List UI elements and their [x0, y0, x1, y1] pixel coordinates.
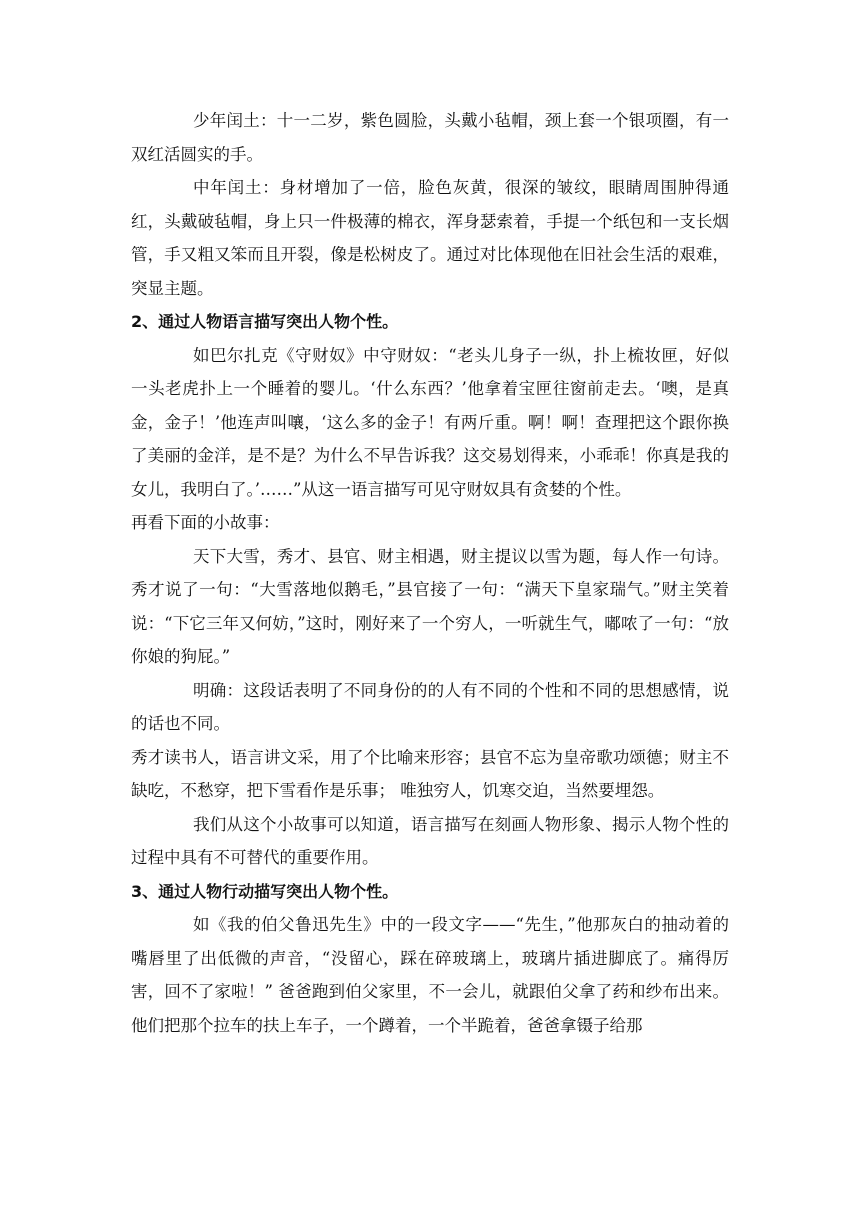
- section-heading-2: 2、通过人物语言描写突出人物个性。: [131, 312, 399, 331]
- paragraph-young-runtu: 少年闰土：十一二岁，紫色圆脸，头戴小毡帽，颈上套一个银项圈，有一双红活圆实的手。: [131, 111, 729, 164]
- paragraph-middle-aged-runtu: 中年闰土：身材增加了一倍，脸色灰黄，很深的皱纹，眼睛周围肿得通红，头戴破毡帽，身上只一件极薄的棉衣，浑身瑟索着，手提一个纸包和一支长烟管，手又粗又笨而且开裂，像是松树皮了。通过对比体现他在旧社会生活的艰难，突显主题。: [131, 178, 729, 298]
- section-heading-3: 3、通过人物行动描写突出人物个性。: [131, 881, 399, 901]
- paragraph-conclusion: 我们从这个小故事可以知道，语言描写在刻画人物形象、揭示人物个性的过程中具有不可替代的重要作用。: [131, 814, 729, 867]
- paragraph-analysis: 秀才读书人，语言讲文采，用了个比喻来形容；县官不忘为皇帝歌功颂德；财主不缺吃，不愁穿，把下雪看作是乐事； 唯独穷人，饥寒交迫，当然要埋怨。: [131, 747, 729, 800]
- paragraph-story-intro: 再看下面的小故事：: [131, 513, 280, 532]
- paragraph-luxun-example: 如《我的伯父鲁迅先生》中的一段文字——“先生，”他那灰白的抽动着的嘴唇里了出低微的声音，“没留心，踩在碎玻璃上，玻璃片插进脚底了。痛得厉害，回不了家啦！” 爸爸跑到伯父家里，不一会儿，就跟伯父拿了药和纱布出来。他们把那个拉车的扶上车子，一个蹲着，一个半跪着，爸爸拿镊子给那: [131, 915, 729, 1035]
- paragraph-snow-story: 天下大雪，秀才、县官、财主相遇，财主提议以雪为题，每人作一句诗。秀才说了一句：“大雪落地似鹅毛，”县官接了一句：“满天下皇家瑞气。”财主笑着说：“下它三年又何妨，”这时，刚好来了一个穷人，一听就生气，嘟哝了一句：“放你娘的狗屁。”: [131, 546, 729, 666]
- paragraph-clarification: 明确：这段话表明了不同身份的的人有不同的个性和不同的思想感情，说的话也不同。: [131, 680, 729, 733]
- paragraph-miser-example: 如巴尔扎克《守财奴》中守财奴：“老头儿身子一纵，扑上梳妆匣，好似一头老虎扑上一个睡着的婴儿。‘什么东西？’他拿着宝匣往窗前走去。‘噢，是真金，金子！’他连声叫嚷，‘这么多的金子！有两斤重。啊！啊！查理把这个跟你换了美丽的金洋，是不是？为什么不早告诉我？这交易划得来，小乖乖！你真是我的女儿，我明白了。’……”从这一语言描写可见守财奴具有贪婪的个性。: [131, 345, 729, 499]
- document-page: [131, 104, 729, 1042]
